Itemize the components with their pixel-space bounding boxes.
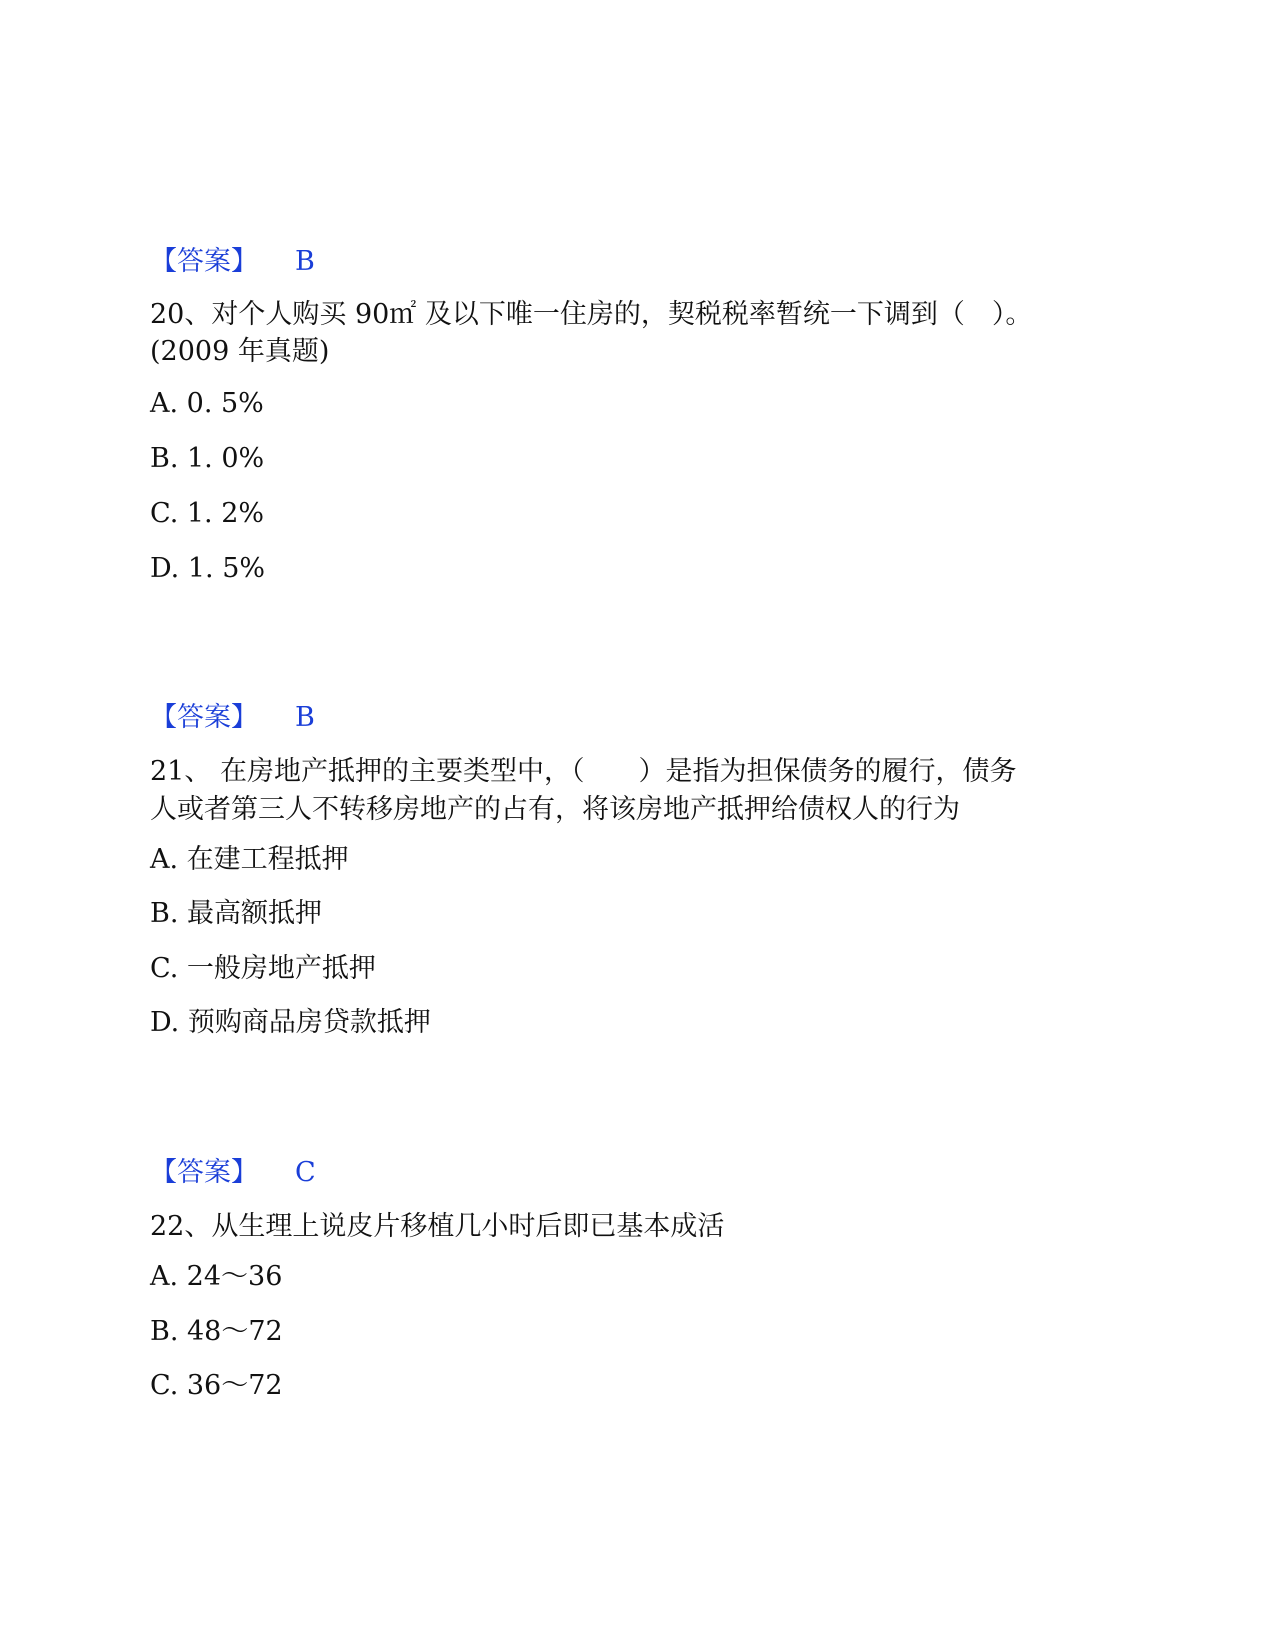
question-text: 22、从生理上说皮片移植几小时后即已基本成活 [150, 1211, 725, 1242]
option-a: A. 0. 5% [150, 388, 264, 419]
answer-label: 【答案】 [150, 702, 258, 733]
question-text: 21、 在房地产抵押的主要类型中，（ ）是指为担保债务的履行，债务 [150, 756, 1017, 787]
answer-label: 【答案】 [150, 246, 258, 277]
option-c: C. 一般房地产抵押 [150, 953, 376, 984]
option-a: A. 24～36 [150, 1261, 283, 1292]
option-b: B. 最高额抵押 [150, 898, 323, 929]
option-b: B. 48～72 [150, 1316, 283, 1347]
answer-value: B [295, 702, 315, 733]
option-d: D. 预购商品房贷款抵押 [150, 1007, 431, 1038]
question-text-continued: (2009 年真题) [150, 336, 330, 367]
question-text-continued: 人或者第三人不转移房地产的占有，将该房地产抵押给债权人的行为 [150, 794, 960, 825]
answer-label: 【答案】 [150, 1157, 258, 1188]
answer-value: B [295, 246, 315, 277]
question-text: 20、对个人购买 90㎡ 及以下唯一住房的，契税税率暂统一下调到（ ）。 [150, 299, 1033, 330]
option-c: C. 36～72 [150, 1370, 283, 1401]
answer-row [150, 244, 315, 280]
option-a: A. 在建工程抵押 [150, 844, 349, 875]
answer-row [150, 1155, 316, 1191]
answer-row [150, 700, 315, 736]
option-d: D. 1. 5% [150, 553, 266, 584]
answer-value: C [295, 1157, 316, 1188]
option-b: B. 1. 0% [150, 443, 265, 474]
option-c: C. 1. 2% [150, 498, 265, 529]
